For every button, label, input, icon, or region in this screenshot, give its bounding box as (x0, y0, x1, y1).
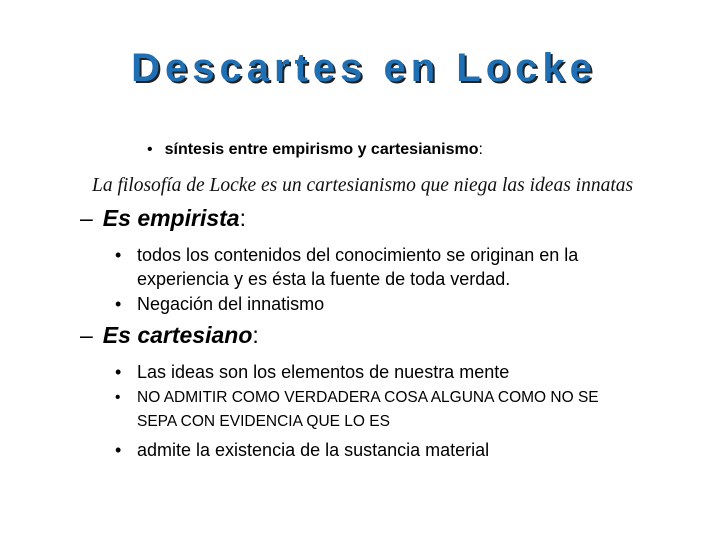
intro-colon: : (478, 141, 483, 158)
section-colon: : (239, 205, 246, 231)
list-item-line: SEPA CON EVIDENCIA QUE LO ES (137, 413, 390, 430)
quote-text: La filosofía de Locke es un cartesianismo que niega las ideas innatas (92, 175, 634, 196)
list-item-line: experiencia y es ésta la fuente de toda verdad. (137, 269, 511, 289)
bullet-icon: • (115, 245, 122, 265)
intro-bullet (147, 141, 483, 159)
bullet-icon: • (115, 294, 122, 314)
bullet-icon: • (115, 362, 122, 382)
dash-icon: – (80, 205, 93, 231)
bullet-icon: • (115, 440, 122, 460)
slide-title: Descartes en Locke (131, 46, 597, 90)
section-cartesiano (80, 322, 259, 349)
section-empirista (80, 205, 246, 232)
dash-icon: – (80, 322, 93, 348)
bullet-icon: • (147, 141, 153, 158)
list-item-line: NO ADMITIR COMO VERDADERA COSA ALGUNA COMO NO SE (137, 389, 599, 406)
list-item (115, 386, 599, 434)
bullet-icon: • (115, 389, 121, 406)
list-item-line: Negación del innatismo (137, 294, 325, 314)
list-item-line: Las ideas son los elementos de nuestra mente (137, 362, 510, 382)
section-heading: Es empirista (102, 205, 240, 231)
intro-label: síntesis entre empirismo y cartesianismo (164, 141, 479, 158)
list-item (115, 243, 578, 291)
section-colon: : (252, 322, 259, 348)
list-item-line: todos los contenidos del conocimiento se originan en la (137, 245, 579, 265)
list-item-line: admite la existencia de la sustancia material (137, 440, 490, 460)
list-item (115, 292, 324, 316)
list-item (115, 438, 489, 462)
list-item (115, 360, 509, 384)
section-heading: Es cartesiano (102, 322, 253, 348)
